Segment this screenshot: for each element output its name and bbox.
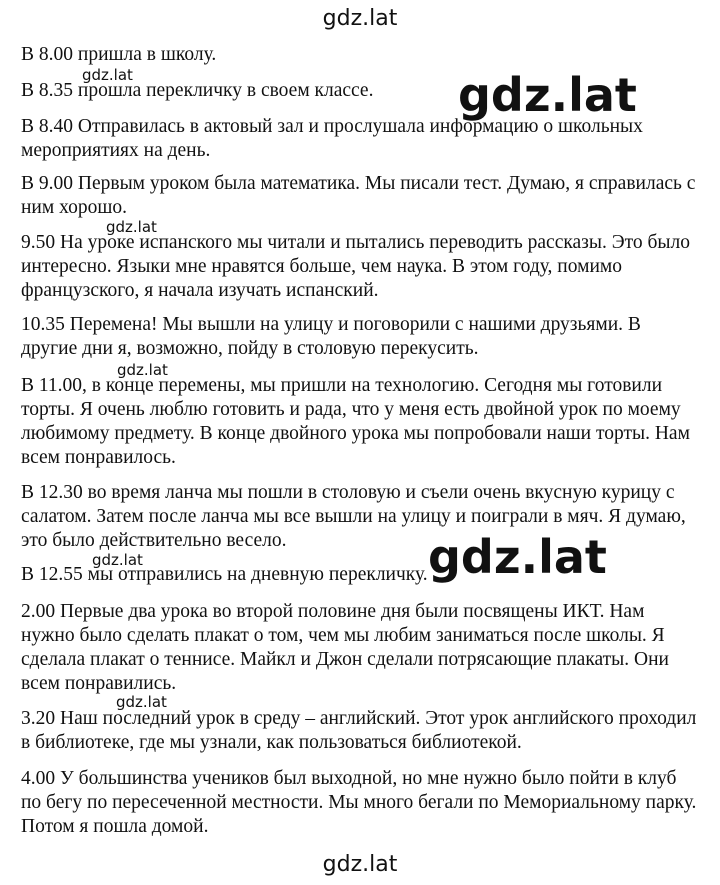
watermark-large-1: gdz.lat — [458, 68, 637, 122]
paragraph-2: В 8.35 прошла перекличку в своем классе. — [21, 80, 374, 101]
paragraph-9: В 12.55 мы отправились на дневную перекличку. — [21, 564, 428, 585]
paragraph-4: В 9.00 Первым уроком была математика. Мы писали тест. Думаю, я справилась с ним хорошо. — [21, 173, 696, 218]
watermark-bottom: gdz.lat — [322, 852, 398, 877]
watermark-small-5: gdz.lat — [116, 693, 167, 711]
watermark-top: gdz.lat — [322, 6, 398, 31]
paragraph-5: 9.50 На уроке испанского мы читали и пытались переводить рассказы. Это было интересно. Языки мне нравятся больше, чем наука. В этом году, помимо французского, я начала изучать испанский. — [21, 232, 691, 301]
paragraph-8: В 12.30 во время ланча мы пошли в столовую и съели очень вкусную курицу с салатом. Затем после ланча мы все вышли на улицу и поиграли в мяч. Я думаю, это было действительно весело. — [21, 482, 686, 551]
paragraph-10: 2.00 Первые два урока во второй половине дня были посвящены ИКТ. Нам нужно было сделать плакат о том, чем мы любим заниматься после школы. Я сделала плакат о теннисе. Майкл и Джон сделали потрясающие плакаты. Они всем понравились. — [21, 601, 669, 694]
paragraph-3: В 8.40 Отправилась в актовый зал и прослушала информацию о школьных мероприятиях на день. — [21, 116, 643, 161]
watermark-small-1: gdz.lat — [82, 66, 133, 84]
paragraph-11: 3.20 Наш последний урок в среду – английский. Этот урок английского проходил в библиотеке, где мы узнали, как пользоваться библиотекой. — [21, 708, 697, 753]
watermark-small-2: gdz.lat — [106, 218, 157, 236]
watermark-small-4: gdz.lat — [92, 551, 143, 569]
watermark-large-2: gdz.lat — [428, 530, 607, 584]
paragraph-1: В 8.00 пришла в школу. — [21, 44, 217, 65]
watermark-small-3: gdz.lat — [117, 361, 168, 379]
paragraph-7: В 11.00, в конце перемены, мы пришли на технологию. Сегодня мы готовили торты. Я очень люблю готовить и рада, что у меня есть двойной урок по моему любимому предмету. В конце двойного урока мы попробовали наши торты. Нам всем понравилось. — [21, 375, 690, 468]
paragraph-12: 4.00 У большинства учеников был выходной, но мне нужно было пойти в клуб по бегу по пересеченной местности. Мы много бегали по Мемориальному парку. Потом я пошла домой. — [21, 768, 697, 837]
paragraph-6: 10.35 Перемена! Мы вышли на улицу и поговорили с нашими друзьями. В другие дни я, возможно, пойду в столовую перекусить. — [21, 314, 641, 359]
